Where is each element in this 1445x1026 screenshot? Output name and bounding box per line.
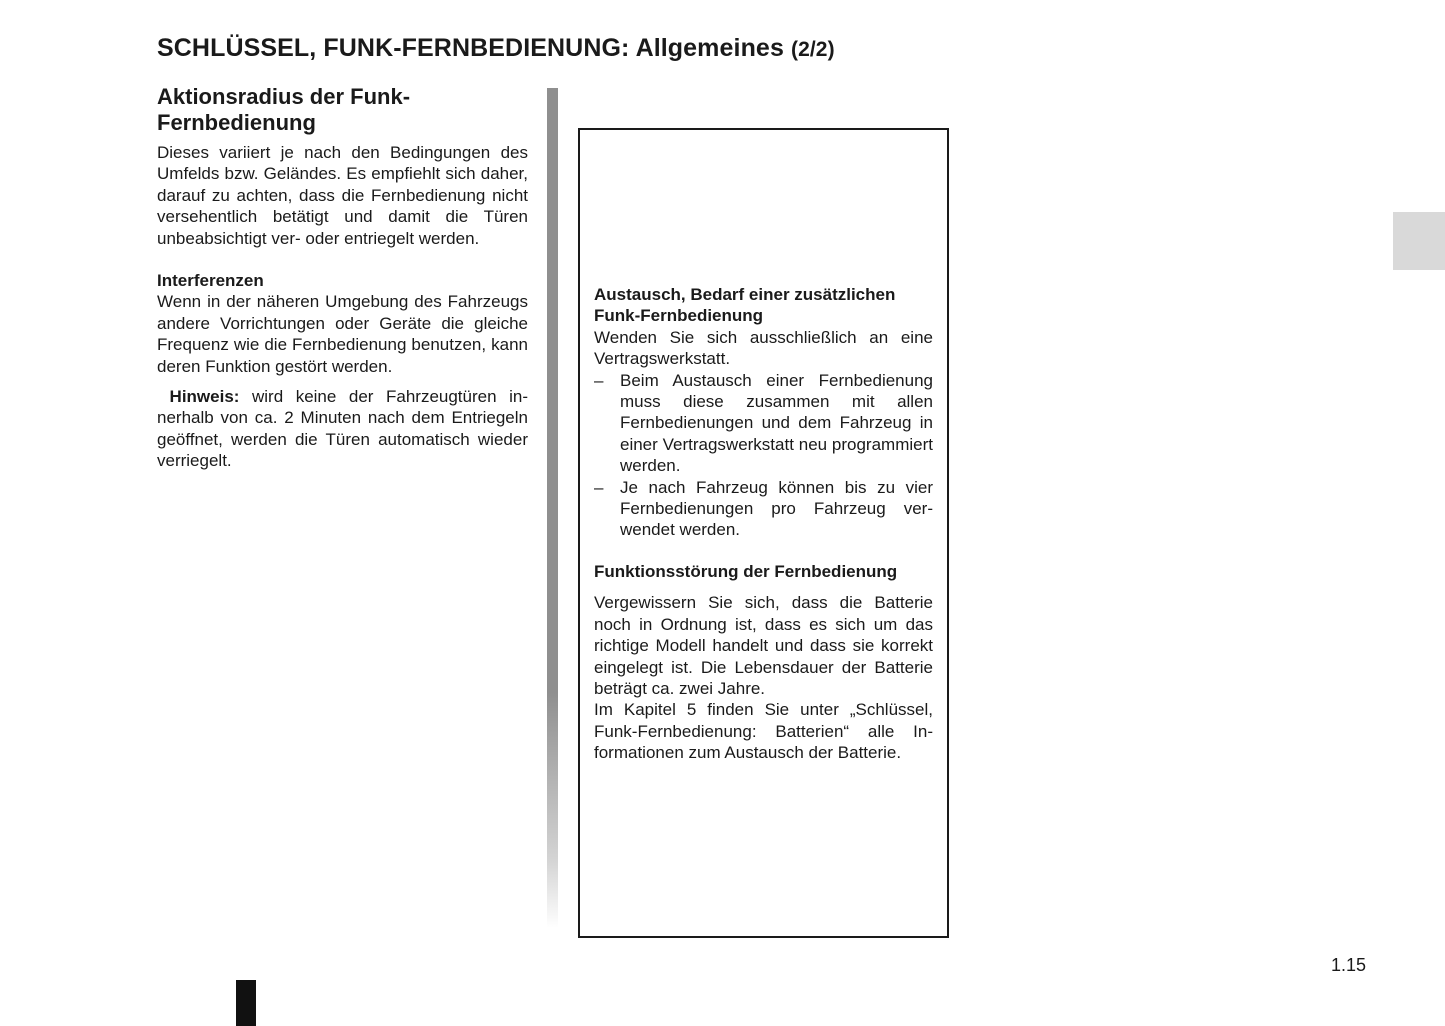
bullet-item <box>594 477 933 541</box>
note-paragraph <box>157 386 528 472</box>
bullet-dash: – <box>594 477 604 497</box>
note-text: wird keine der Fahrzeugtüren innerhalb von ca. 2 Minuten nach dem Entriegeln geöffnet, werden die Türen automatisch wieder verriegelt. <box>157 387 528 471</box>
interference-heading: Interferenzen <box>157 271 264 291</box>
interference-paragraph: Wenn in der näheren Umgebung des Fahrzeugs andere Vorrichtungen oder Geräte die gleiche Frequenz wie die Fernbedienung benutzen, kann deren Funktion gestört werden. <box>157 292 528 376</box>
left-column <box>157 84 528 472</box>
bullet-dash: – <box>594 370 604 390</box>
range-section-heading <box>157 84 528 136</box>
bullet-item <box>594 370 933 477</box>
range-heading-line2: Fernbedienung <box>157 110 316 135</box>
page-number: 1.15 <box>1331 955 1367 975</box>
note-label: Hinweis: <box>169 387 240 407</box>
column-divider-bar <box>547 88 558 928</box>
replacement-paragraph: Wenden Sie sich ausschließlich an eine Vertragswerkstatt. <box>594 327 933 369</box>
page-part-indicator: (2/2) <box>791 38 835 61</box>
range-heading-line1: Aktionsradius der Funk- <box>157 84 411 109</box>
bottom-edge-marker <box>236 980 256 1026</box>
info-box-content <box>594 284 933 764</box>
range-intro-paragraph: Dieses variiert je nach den Bedingungen des Umfelds bzw. Geländes. Es empfiehlt sich daher, darauf zu achten, dass die Fernbedienung nicht versehentlich betätigt und damit die Türen unbeabsichtigt ver- oder entriegelt werden. <box>157 143 528 248</box>
bullet-text: Je nach Fahrzeug können bis zu vier Fernbedienungen pro Fahrzeug verwendet werden. <box>620 477 933 540</box>
malfunction-paragraph: Vergewissern Sie sich, dass die Batterie noch in Ordnung ist, dass es sich um das richtige Modell handelt und dass sie korrekt eingelegt ist. Die Lebensdauer der Batterie beträgt ca. zwei Jahre. <box>594 593 933 698</box>
page-title <box>157 34 835 63</box>
bullet-text: Beim Austausch einer Fernbedienung muss diese zusammen mit allen Fernbedienungen und dem Fahrzeug in einer Vertragswerkstatt neu programmiert werden. <box>620 370 933 476</box>
page-title-text: SCHLÜSSEL, FUNK-FERNBEDIENUNG: Allgemeines <box>157 34 784 62</box>
replacement-heading: Austausch, Bedarf einer zusätzlichen Funk-Fernbedienung <box>594 285 896 326</box>
info-box <box>578 128 949 938</box>
chapter-reference-paragraph: Im Kapitel 5 finden Sie unter „Schlüssel, Funk-Fernbedienung: Batterien“ alle Informationen zum Austausch der Batterie. <box>594 700 933 763</box>
malfunction-heading: Funktionsstörung der Fernbedienung <box>594 561 898 581</box>
chapter-tab-marker <box>1393 212 1445 270</box>
